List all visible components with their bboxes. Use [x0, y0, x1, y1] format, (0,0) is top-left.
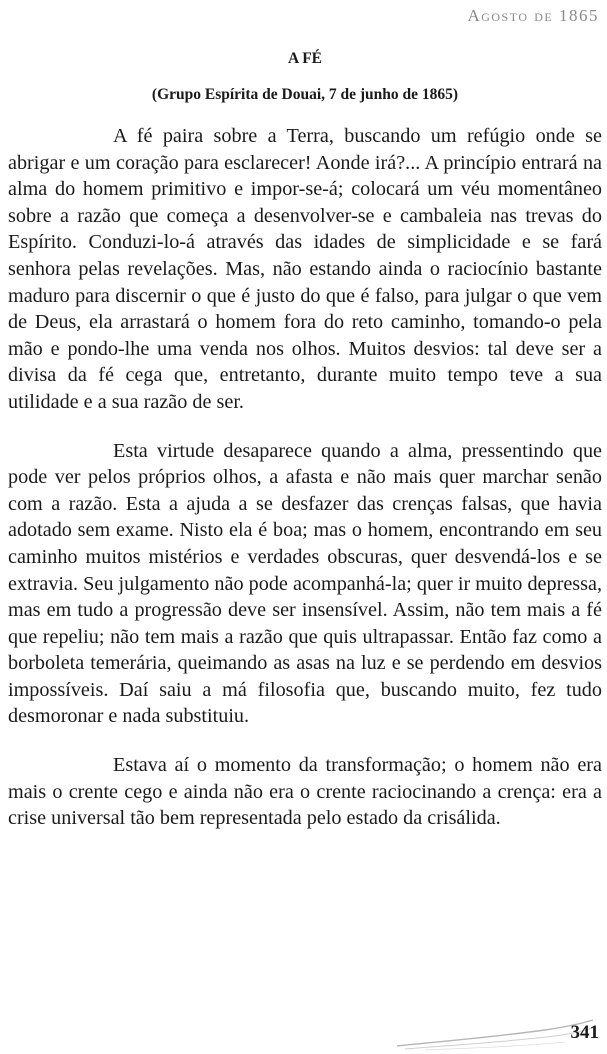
- article-subtitle: (Grupo Espírita de Douai, 7 de junho de 1865): [151, 86, 459, 103]
- page-body: [8, 40, 602, 832]
- swoosh-ornament-icon: [395, 1012, 595, 1052]
- page-number: 341: [570, 1022, 599, 1043]
- page-footer: [0, 1012, 607, 1054]
- running-head: Agosto de 1865: [467, 6, 599, 25]
- paragraph-3: Estava aí o momento da transformação; o homem não era mais o crente cego e ainda não era o crente raciocinando a crença: era a crise universal tão bem representada pelo estado da crisálida.: [8, 754, 602, 830]
- paragraph-1: A fé paira sobre a Terra, buscando um refúgio onde se abrigar e um coração para esclarecer! Aonde irá?... A princípio entrará na alma do homem primitivo e impor-se-á; colocará um véu momentâneo sobre a razão que começa a desenvolver-se e cambaleia nas trevas do Espírito. Conduzi-lo-á através das idades de simplicidade e se fará senhora pelas revelações. Mas, não estando ainda o raciocínio bastante maduro para discernir o que é justo do que é falso, para julgar o que vem de Deus, ela arrastará o homem fora do reto caminho, tomando-o pela mão e pondo-lhe uma venda nos olhos. Muitos desvios: tal deve ser a divisa da fé cega que, entretanto, durante muito tempo teve a sua utilidade e a sua razão de ser.: [8, 125, 602, 413]
- article-title: A FÉ: [287, 50, 323, 67]
- paragraph-2: Esta virtude desaparece quando a alma, pressentindo que pode ver pelos próprios olhos, a afasta e não mais quer marchar senão com a razão. Esta a ajuda a se desfazer das crenças falsas, que havia adotado sem exame. Nisto ela é boa; mas o homem, encontrando em seu caminho muitos mistérios e verdades obscuras, quer desvendá-los e se extravia. Seu julgamento não pode acompanhá-la; quer ir muito depressa, mas em tudo a progressão deve ser insensível. Assim, não tem mais a fé que repeliu; não tem mais a razão que quis ultrapassar. Então faz como a borboleta temerária, queimando as asas na luz e se perdendo em desvios impossíveis. Daí saiu a má filosofia que, buscando muito, fez tudo desmoronar e nada substituiu.: [8, 439, 602, 728]
